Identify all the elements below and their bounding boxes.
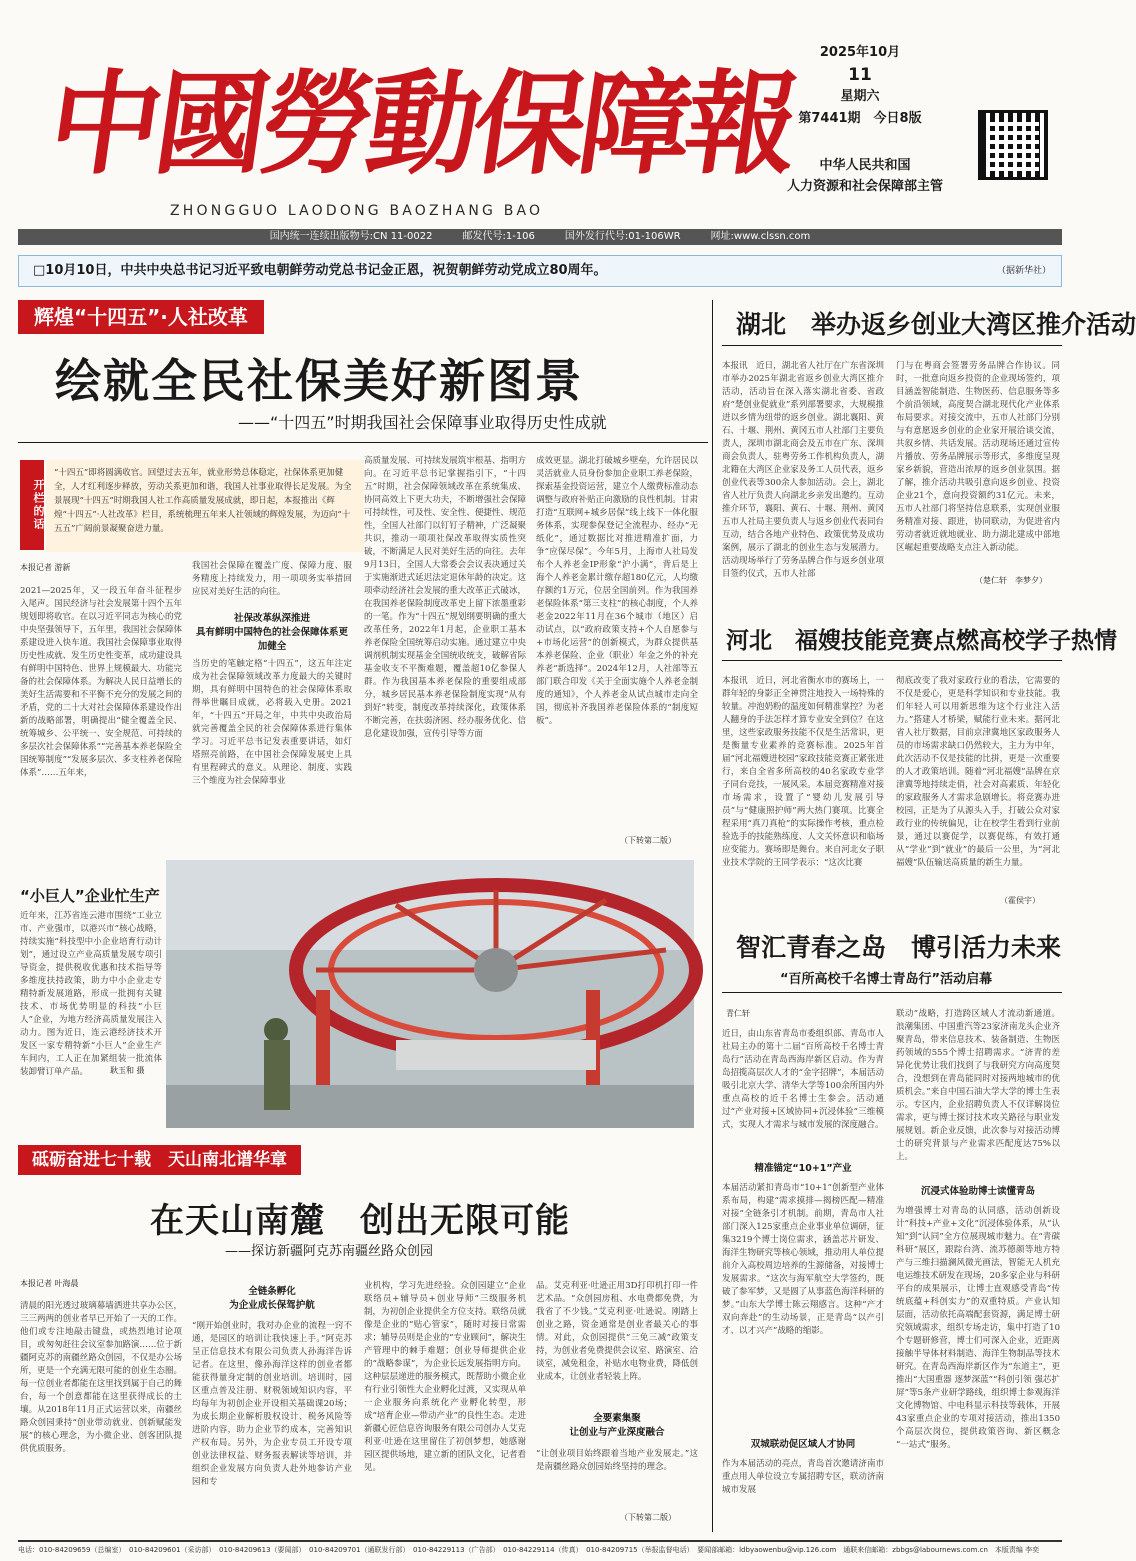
issue-date: 2025年10月 bbox=[819, 45, 901, 60]
divider bbox=[18, 442, 708, 443]
xinjiang-section-head1: 全链条孵化 为企业成长保驾护航 bbox=[229, 1286, 315, 1311]
xinjiang-col1: 清晨的阳光透过玻璃幕墙洒进共享办公区，三三两两的创业者早已开始了一天的工作。他们或专注地敲击键盘，或热烈地讨论项目，或匆匆赶往会议室参加路演……位于新疆阿克苏的南疆丝路众创园，不仅是办公场所，更是一个充满无限可能的创业生态圈。每一位创业者都能在这里找到属于自己的舞台，每一个创意都能在这里获得成长的土壤。从2018年11月正式运营以来，南疆丝路众创园秉持“创业带动就业、创新赋能发展”的核心理念，为小微企业、创客团队提供优质服务。 bbox=[20, 1301, 182, 1454]
qingdao-section-head3: 沉浸式体验助博士读懂青岛 bbox=[920, 1186, 1035, 1197]
news-notice bbox=[18, 255, 1062, 287]
info-website[interactable]: 网址:www.clssn.com bbox=[710, 231, 811, 242]
xinjiang-col4b: “让创业项目始终跟着当地产业发展走。”这是南疆丝路众创园始终坚持的理念。 bbox=[536, 1449, 698, 1472]
lead-reporter: 本报记者 游新 bbox=[20, 563, 71, 572]
issue-weekday: 星期六 bbox=[840, 89, 880, 104]
notice-byline: （据新华社） bbox=[996, 266, 1051, 276]
qingdao-col1: 近日，由山东省青岛市委组织部、青岛市人社局主办的第十二届“百所高校千名博士青岛行”活动在青岛西海岸新区启动。作为青岛招揽高层次人才的“金字招牌”，本届活动吸引北京大学、清华大学等100余所国内外重点高校的近千名博士生参会。活动通过“产业对接+区域协同+沉浸体验”三维模式，实现人才需求与城市发展的深度融合。 bbox=[722, 1029, 884, 1130]
issue-number: 第7441期 今日8版 bbox=[798, 111, 922, 126]
qingdao-col1c: 作为本届活动的亮点，青岛首次邀请济南市重点用人单位设立专属招聘专区，联动济南城市发展 bbox=[722, 1459, 884, 1495]
factory-photo-image bbox=[166, 860, 694, 1128]
lead-section-head: 社保改革纵深推进 具有鲜明中国特色的社会保障体系更加健全 bbox=[195, 613, 348, 652]
hubei-headline: 湖北 举办返乡创业大湾区推介活动 bbox=[736, 310, 1136, 339]
xinjiang-continue: （下转第二版） bbox=[620, 1513, 676, 1522]
newspaper-pinyin: ZHONGGUO LAODONG BAOZHANG BAO bbox=[170, 203, 544, 219]
column-divider bbox=[712, 300, 713, 1532]
xinjiang-col3: 业机构，学习先进经验。众创园建立“企业联络员+辅导员+创业导师”三级服务机制，为初创企业提供全方位支持。联络员就像是企业的“贴心管家”，随时对接日常需求；辅导员则是企业的“专业顾问”，解决生产管理中的棘手难题；创业导师提供企业的“战略参谋”，为企业长远发展指明方向。这种层层递进的服务模式，既帮助小微企业有行业引领性大企业孵化过渡，又实现从单一企业服务向系统化产业孵化转型，形成“培育企业—带动产业”的良性生态。走进新疆心匠信息咨询服务有限公司创办人艾克利亚·吐逊在这里留住了初创梦想，她感谢园区提供场地，建立新的团队文化，记者看见。 bbox=[364, 1281, 526, 1473]
hubei-col1: 本报讯 近日，湖北省人社厅在广东省深圳市举办2025年湖北省返乡创业大湾区推介活动，活动旨在深入落实湖北省委、省政府“楚创业促就业”系列部署要求，大规模推进以乡情为纽带的返乡创业。湖北襄阳、黄石、十堰、荆州、黄冈五市人社部门主要负责人，深圳市湖北商会及五市在广东、深圳商会负责人，驻粤劳务工作机构负责人，湖北籍在大湾区企业家及务工人员代表，返乡创业代表等300余人参加活动。会上，湖北省人社厅负责人向湖北乡亲发出邀约。互动推介环节，襄阳、黄石、十堰、荆州、黄冈五市人社局主要负责人与返乡创业代表同台互动，结合各地产业特色、政策优势及成功案例，展示了湖北的创业生态与发展潜力。活动现场举行了劳务品牌合作与返乡创业项目签约仪式，五市人社部 bbox=[722, 361, 884, 579]
lead-col3: 高质量发展、可持续发展筑牢根基、指明方向。在习近平总书记掌握指引下，“十四五”时期，社会保障领域改革在系统集成、协同高效上下更大功夫，不断增强社会保障可持续性，可及性、安全性、便捷性、规范性，全国人社部门以钉钉子精神，广泛凝聚共识，推动一项项社保改革取得实质性突破，不断满足人民对美好生活的向往。去年9月13日，全国人大常委会会议表决通过关于实施渐进式延迟法定退休年龄的决定。这项牵动经济社会发展的重大改革正式破冰，在我国养老保险制度改革史上留下浓墨重彩的一笔。作为“十四五”规划纲要明确的重大改革任务，2022年1月起，企业职工基本养老保险全国统筹启动实施。通过建立中央调剂机制实现基金全国统收统支，破解省际基金收支不平衡难题，覆盖超10亿参保人群。作为我国基本养老保险的重要组成部分，城乡居民基本养老保险制度实现“从有到好”转变，制度改革持续深化，政策体系不断完善，在扶弱济困、经办服务优化、信息化建设加强，宣传引导等方面 bbox=[364, 456, 526, 739]
hebei-byline: （霍侯宇） bbox=[1000, 896, 1040, 905]
lead-continue: （下转第二版） bbox=[620, 836, 676, 845]
issue-day: 11 bbox=[848, 65, 872, 85]
xinjiang-headline: 在天山南麓 创出无限可能 bbox=[150, 1201, 570, 1241]
hubei-col2: 门与在粤商会签署劳务品牌合作协议。同时，一批意向返乡投资的企业现场签约，项目涵盖智能制造、生物医药、信息服务等多个前沿领域，高度契合湖北现代化产业体系布局要求。对接交流中，五市人社部门分别与有意愿返乡创业的企业家开展洽谈交流，共叙乡情、共话发展。活动现场还通过宣传片播放、劳务品牌展示等形式，多维度呈现家乡新貌，营造出浓厚的返乡创业氛围。据了解，推介活动共吸引意向返乡创业、投资企业21个，意向投资额约31亿元。未来，五市人社部门将坚持信息联系，实现创业服务精准对接、跟进，协同联动，为促进省内劳动者就近就地就业、助力湖北建成中部地区崛起重要战略支点注入新动能。 bbox=[896, 361, 1060, 553]
hebei-headline: 河北 福嫂技能竞赛点燃高校学子热情 bbox=[726, 628, 1117, 654]
column-tag: 辉煌“十四五”·人社改革 bbox=[18, 300, 264, 334]
qingdao-col2: 联动”战略，打造跨区域人才流动新通道。浪潮集团、中国重汽等23家济南龙头企业齐聚青岛，带来信息技术、装备制造、生物医药领域的555个博士招聘需求。“济青的差异化优势让我们找到了与我研究方向高度契合，没想到在青岛能同时对接两地城市的优质机会。”来自中国石油大学大学的博士生表示。专区内，企业招聘负责人不仅详解岗位需求，更与博士探讨技术攻关路径与职业发展规划。新企业反馈，此次参与对接活动博士的研究背景与产业需求匹配度达75%以上。 bbox=[896, 1009, 1060, 1162]
xinjiang-subtitle: ——探访新疆阿克苏南疆丝路众创园 bbox=[225, 1244, 434, 1259]
factory-photo bbox=[166, 860, 694, 1128]
info-cn: 国内统一连续出版物号:CN 11-0022 bbox=[269, 231, 433, 242]
lead-col2b: 当历史的笔触定格“十四五”，这五年注定成为社会保障领域改革力度最大的关键时期，具有鲜明中国特色的社会保障体系取得举世瞩目成就，必将载入史册。2021年，“十四五”开局之年，中共中央政治局就完善覆盖全民的社会保障体系进行集体学习。习近平总书记发表重要讲话，如灯塔照亮前路，在中国社会保障发展史上具有里程碑式的意义。从理论、制度、实践三个维度为社会保障事业 bbox=[192, 659, 352, 786]
qingdao-subtitle: “百所高校千名博士青岛行”活动启幕 bbox=[780, 972, 993, 987]
photo-byline: 耿玉和 摄 bbox=[110, 1066, 145, 1075]
lead-headline: 绘就全民社保美好新图景 bbox=[55, 354, 583, 408]
xinjiang-section-head2: 全要素集聚 让创业与产业深度融合 bbox=[569, 1413, 665, 1438]
sponsor-line1: 中华人民共和国 bbox=[819, 158, 911, 173]
sponsor-line2: 人力资源和社会保障部主管 bbox=[786, 179, 943, 194]
hebei-col1: 本报讯 近日，河北省衡水市的赛场上，一群年轻的身影正全神贯注地投入一场特殊的较量。冲泡奶粉的温度如何精准掌控？为老人翻身的手法怎样才算专业安全到位？在这里，这些家政服务技能不仅是生活常识，更是衡量专业素养的竞赛标准。2025年首届“河北福嫂进校园”家政技能竞赛正紧张进行，来自全省多所高校的40名家政专业学子同台竞技，一展风采。本届竞赛精准对接市场需求，设置了“婴幼儿发展引导员”与“健康照护师”两大热门赛项。比赛全程采用“真刀真枪”的实际操作考核，重点检验选手的技能熟练度、人文关怀意识和临场应变能力。赛场即是舞台。来自河北女子职业技术学院的王同学表示：“这次比赛 bbox=[722, 676, 884, 868]
newspaper-logo: 中國勞動保障報 bbox=[40, 59, 802, 190]
divider bbox=[722, 660, 1062, 661]
divider bbox=[722, 345, 1062, 346]
xinjiang-tag: 砥砺奋进七十载 天山南北谱华章 bbox=[18, 1145, 301, 1175]
qingdao-col1b: 本届活动紧扣青岛市“10+1”创新型产业体系布局，构建“需求摸排—揭榜匹配—精准对接”全链条引才机制。前期，青岛市人社部门深入125家重点企业事业单位调研，征集3219个博士岗位需求，涵盖芯片研发、海洋生物研究等核心领域，推动用人单位提前介入高校周边培养的生源储备，对接博士发展需求。“这次与海军航空大学签约，既破了参军梦，又是圆了从事蓝色海洋科研的梦。”山东大学博士陈云翔感言。这种“产才双向奔赴”的生动场景，正是青岛“以产引才、以才兴产”战略的缩影。 bbox=[722, 1183, 884, 1336]
publication-info-bar bbox=[18, 229, 1062, 245]
qingdao-headline: 智汇青春之岛 博引活力未来 bbox=[736, 933, 1062, 962]
notice-text: □10月10日，中共中央总书记习近平致电朝鲜劳动党总书记金正恩，祝贺朝鲜劳动党成立80周年。 bbox=[33, 263, 607, 278]
info-post: 邮发代号:1-106 bbox=[462, 231, 535, 242]
lead-col1: 2021—2025年，又一段五年奋斗征程步入尾声。国民经济与社会发展第十四个五年规划即将收官。在以习近平同志为核心的党中央坚强领导下，五年里，我国社会保障体系建设进入快车道。我国社会保障事业取得历史性成就、发生历史性变革，成功建设具有鲜明中国特色、世界上规模最大、功能完备的社会保障体系。为解决人民日益增长的美好生活需要和不平衡不充分的发展之间的矛盾，党的二十大对社会保障体系建设作出新的战略部署，明确提出“健全覆盖全民、统筹城乡、公平统一、安全规范、可持续的多层次社会保障体系”“完善基本养老保险全国统筹制度”“发展多层次、多支柱养老保险体系”……五年来， bbox=[20, 586, 182, 778]
qingdao-col2b: 为增强博士对青岛的认同感，活动创新设计“科技+产业+文化”沉浸体验体系，从“认知”到“认同”全方位展现城市魅力。在“青碳科研”展区，跟踪台湾、流苏德颜等地方特产与三维扫描澜风微光画法，智能无人机充电运维技术研发在现场，20多家企业与科研平台的成果展示，让博士直观感受青岛“传统底蕴+科创实力”的双重特质。产业认知层面，活动依托高端配套资源，满足博士研究领域需求，组织专场走访，集中打造了10个专题研修营，博士们可深入企业，近距离接触半导体材料制造、海洋生物制品等技术研究。在青岛西海岸新区作为“东道主”，更推出“大国重器 逐梦深蓝”“科创引领 强芯扩屏”等5条产业研学路线，组织博士参观海洋文化博物馆、中电科显示科技等载体，开展43家重点企业的专项对接活动，推出1350个高层次岗位，提供政策咨询、新区概念 “一站式”服务。 bbox=[896, 1206, 1060, 1450]
xinjiang-col2: “刚开始创业时，我对办企业的流程一窍不通，是园区的培训让我快速上手。”阿克苏呈正信息技术有限公司负责人孙海洋告诉记者。在这里，像孙海洋这样的创业者都能获得量身定制的创业培训。培训时，园区重点普及注册、财税领域知识内容，平均每年为初创企业开设相关基础课20场；为成长期企业解析股权设计、税务风险等进阶内容，助力企业节约成本，完善知识产权布局。另外，为企业专员工开设专项创业法律权益、财务报表解读等培训，并组织企业发展方向负责人赴外地参访产业园和专 bbox=[192, 1321, 352, 1487]
xinjiang-reporter: 本报记者 叶海晨 bbox=[20, 1279, 79, 1288]
lead-col4: 成效更显。湖北打破城乡壁垒，允许居民以灵活就业人员身份参加企业职工养老保险，探索基金投资运营，建立个人缴费标准动态调整与政府补贴正向激励的良性机制。甘肃打造“互联网+城乡居保”线上线下一体化服务体系，实现参保登记全流程办、经办“无纸化”，通过数据比对推进精准扩面，力争“应保尽保”。今年5月，上海市人社局发布个人养老金IP形象“沪小满”，背后是上海个人养老金累计缴存超180亿元，人均缴存额约1万元，位居全国前列。作为我国养老保险体系“第三支柱”的核心制度，个人养老金2022年11月在36个城市（地区）启动试点，以“政府政策支持+个人自愿参与+市场化运营”的创新模式，为群众提供基本养老保险、企业（职业）年金之外的补充养老“新选择”。2024年12月，人社部等五部门联合印发《关于全面实施个人养老金制度的通知》，个人养老金从试点城市走向全国，彻底补齐我国养老保险体系的“制度短板”。 bbox=[536, 456, 698, 726]
photo-caption: 近年来，江苏省连云港市围绕“工业立市、产业强市，以港兴市”核心战略，持续实施“科技型中小企业培育行动计划”，通过设立产业高质量发展专项引导资金，提供税收优惠和技术指导等多维度扶持政策，助力中小企业走专精特新发展道路，形成一批拥有关键技术、市场优势明显的科技“小巨人”企业，为地方经济高质量发展注入动力。图为近日，连云港经济技术开发区一家专精特新“小巨人”企业生产车间内，工人正在加紧组装一批流体装卸臂订单产品。 bbox=[20, 911, 162, 1077]
photo-title: “小巨人”企业忙生产 bbox=[20, 887, 160, 905]
sponsor-block bbox=[760, 155, 970, 197]
hubei-byline: （楚仁轩 李梦夕） bbox=[975, 576, 1047, 585]
lead-col2: 我国社会保障在覆盖广度、保障力度、服务精度上持续发力，用一项项务实举措回应民对美好生活的向往。 bbox=[192, 561, 352, 597]
qingdao-section-head1: 精准锚定“10+1”产业 bbox=[754, 1163, 852, 1174]
divider bbox=[722, 992, 1062, 993]
lead-subtitle: ——“十四五”时期我国社会保障事业取得历史性成就 bbox=[238, 413, 607, 432]
kaitou-label: 开栏的话 bbox=[20, 460, 44, 550]
hebei-col2: 彻底改变了我对家政行业的看法，它需要的不仅是爱心，更是科学知识和专业技能。我们年轻人可以用新思维为这个行业注入活力。”搭建人才桥梁，赋能行业未来。据河北省人社厅数据，目前京津冀地区家政服务人员的市场需求缺口仍然较大，主力为中年，此次活动不仅是技能的比拼，更是一次重要的人才政策培训。随着“河北福嫂”品牌在京津冀等地持续走俏，社会对高素质、年轻化的家政服务人才需求急剧增长。将竞赛办进校园，正是为了从源头入手，打破公众对家政行业的传统偏见，让在校学生看到行业前景，通过以赛促学，以赛促练，有效打通从“学业”到“就业”的最后一公里，为“河北福嫂”队伍输送高质量的新生力量。 bbox=[896, 676, 1060, 868]
qingdao-reporter: 青仁轩 bbox=[726, 1009, 750, 1018]
footer-contacts: 电话：010-84209659（总编室） 010-84209601（采访部） 010-84209613（要闻部） 010-84209701（通联发行部） 010-84229113（广告部） 010-84229114（传真） 010-84209715（举报监督电话） 要闻部邮箱：ldbyaowenbu@vip.126.com 通联来信邮箱：zbbgs@labournews.com.cn 本版责编 李奕 bbox=[18, 1540, 1062, 1555]
info-abroad: 国外发行代号:01-106WR bbox=[564, 231, 681, 242]
qingdao-section-head2: 双城联动促区域人才协同 bbox=[750, 1439, 856, 1450]
xinjiang-col4: 品。艾克利亚·吐逊正用3D打印机打印一件艺术品。“众创园房租、水电费都免费，为我省了不少钱。”艾克利亚·吐逊说。刚踏上创业之路，资金通常是创业者最关心的事情。对此，众创园提供“三免三减”政策支持，为创业者免费提供会议室、路演室、洽谈室，减免租金，补贴水电物业费，降低创业成本，让创业者轻装上阵。 bbox=[536, 1281, 698, 1382]
lead-intro: “十四五”即将圆满收官。回望过去五年，就业形势总体稳定，社保体系更加健全，人才红利逐步释放，劳动关系更加和谐，我国人社事业取得长足发展。为全景展现“十四五”时期我国人社工作高质量发展成就，即日起，本报推出《辉煌“十四五”·人社改革》栏目，系统梳理五年来人社领域的辉煌发展，为迈向“十五五”广阔前景凝聚奋进力量。 bbox=[46, 460, 364, 552]
issue-date-block bbox=[790, 42, 930, 130]
qr-code-icon bbox=[978, 110, 1048, 180]
